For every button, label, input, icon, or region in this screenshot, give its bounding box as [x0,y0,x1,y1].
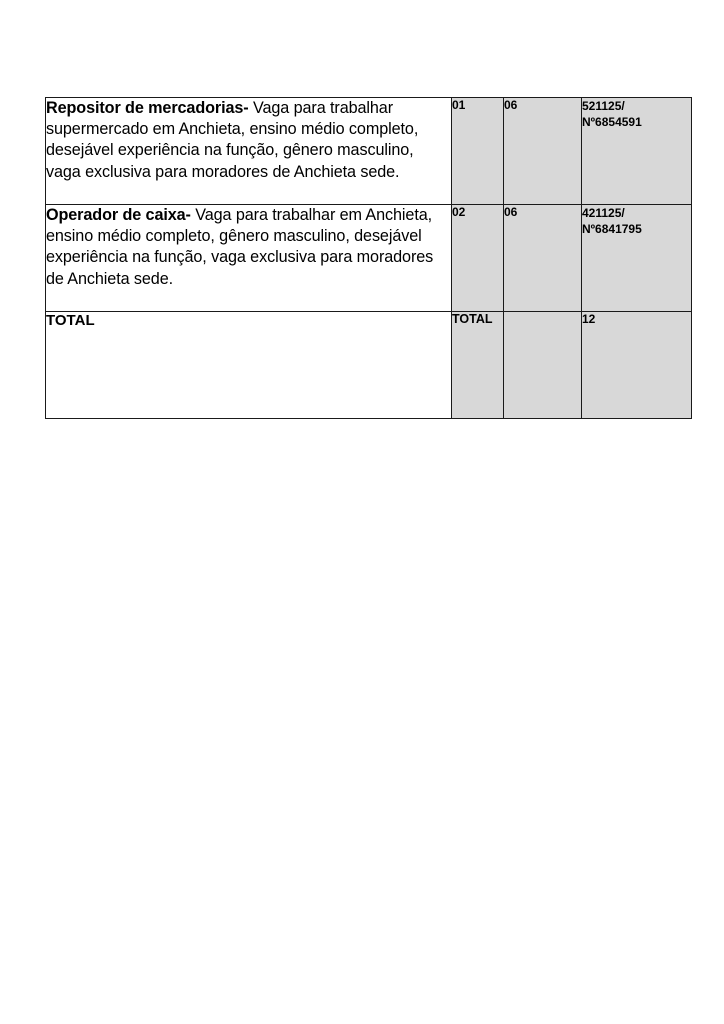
total-mid-label: TOTAL [452,312,504,419]
occupation-code: 521125/ [582,99,625,113]
hours-cell: 06 [504,98,582,205]
total-row [46,312,692,419]
total-label: TOTAL [46,312,452,419]
code-cell [582,98,692,205]
table-row [46,205,692,312]
total-value: 12 [582,312,692,419]
vacancy-number: Nº6841795 [582,222,642,236]
quantity-cell: 02 [452,205,504,312]
hours-cell: 06 [504,205,582,312]
job-description: Vaga para trabalhar supermercado em Anchieta, ensino médio completo, desejável experiência na função, gênero masculino, vaga exclusiva para moradores de Anchieta sede. [46,99,419,181]
job-vacancies-table [45,97,692,419]
quantity-cell: 01 [452,98,504,205]
vacancy-number: Nº6854591 [582,115,642,129]
occupation-code: 421125/ [582,206,625,220]
total-empty-cell [504,312,582,419]
job-description-cell [46,98,452,205]
code-cell [582,205,692,312]
table-row [46,98,692,205]
job-title: Repositor de mercadorias- [46,99,249,117]
job-description-cell [46,205,452,312]
job-title: Operador de caixa- [46,206,191,224]
job-description: Vaga para trabalhar em Anchieta, ensino médio completo, gênero masculino, desejável experiência na função, vaga exclusiva para moradores de Anchieta sede. [46,206,434,288]
